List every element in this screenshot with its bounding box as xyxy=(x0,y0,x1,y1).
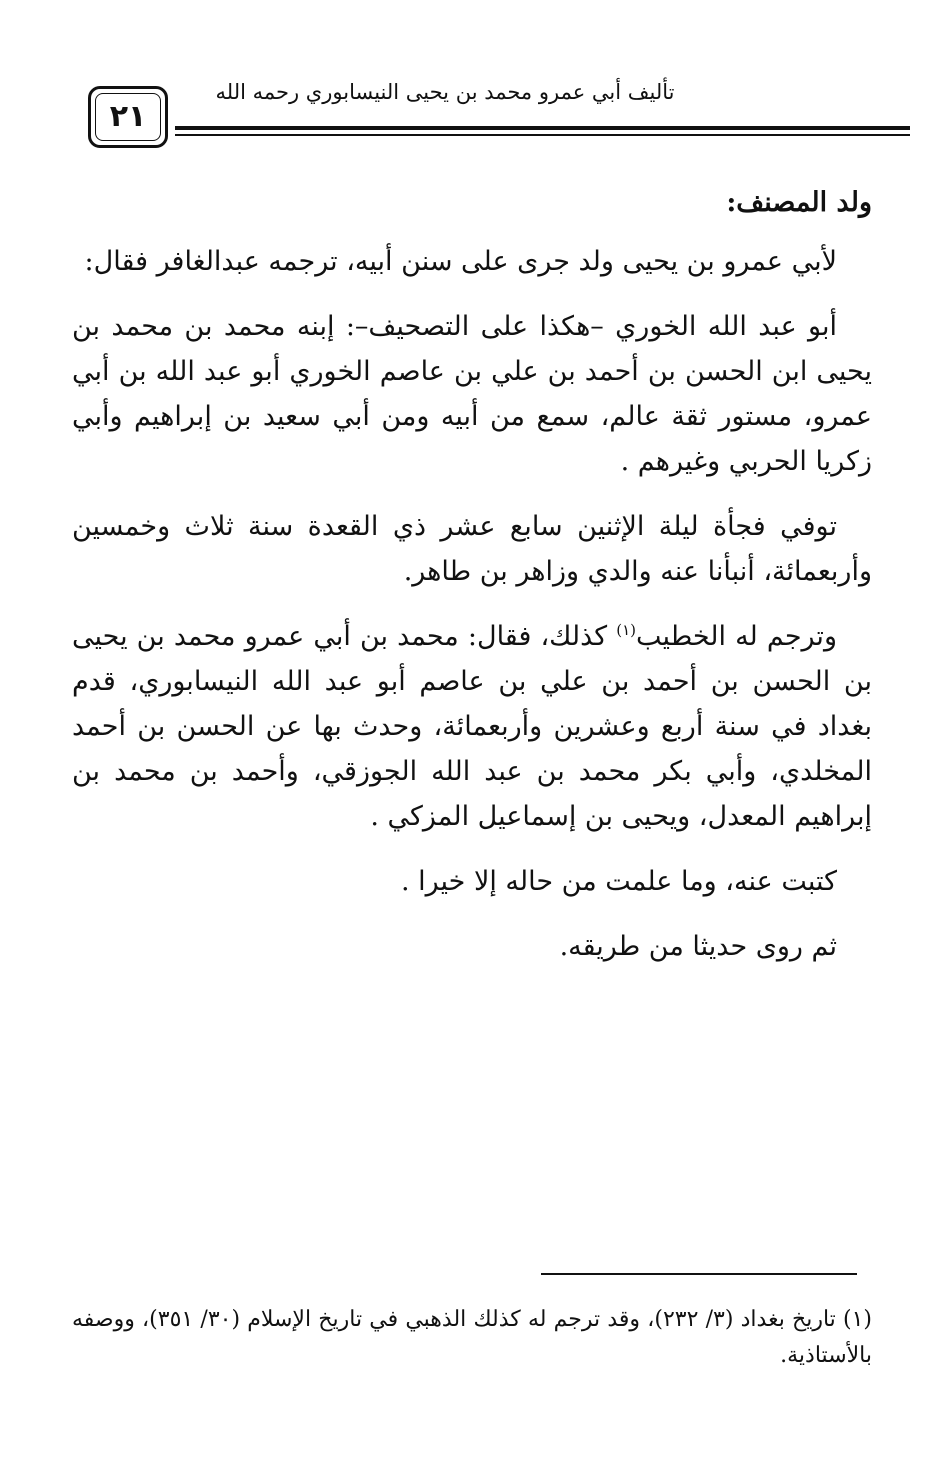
header-rule-thick xyxy=(175,126,910,130)
footnote-separator xyxy=(541,1273,857,1275)
page-number-frame xyxy=(88,86,168,148)
khatib-text-rest: كذلك، فقال: محمد بن أبي عمرو محمد بن يحيى بن الحسن بن أحمد بن علي بن عاصم أبو عبد الله النيسابوري، قدم بغداد في سنة أربع وعشرين وأربعمائة، وحدث بها عن الحسن بن أحمد المخلدي، وأبي بكر محمد بن عبد الله الجوزقي، وأحمد بن محمد بن إبراهيم المعدل، ويحيى بن إسماعيل المزكي . xyxy=(72,621,872,832)
header-rule-thin xyxy=(175,134,910,136)
khatib-text-start: وترجم له الخطيب xyxy=(636,621,837,652)
footnote-text: (١) تاريخ بغداد (٣/ ٢٣٢)، وقد ترجم له كذلك الذهبي في تاريخ الإسلام (٣٠/ ٣٥١)، ووصفه بالأستاذية. xyxy=(72,1307,873,1368)
paragraph-death: توفي فجأة ليلة الإثنين سابع عشر ذي القعدة سنة ثلاث وخمسين وأربعمائة، أنبأنا عنه والدي وزاهر بن طاهر. xyxy=(72,511,872,587)
paragraph-khatib xyxy=(72,614,872,839)
page-number: ٢١ xyxy=(109,99,147,134)
paragraph-closing-1: كتبت عنه، وما علمت من حاله إلا خيرا . xyxy=(400,866,837,897)
running-header-title: تأليف أبي عمرو محمد بن يحيى النيسابوري رحمه الله xyxy=(215,80,675,104)
paragraph-closing-2: ثم روى حديثا من طريقه. xyxy=(559,931,837,962)
paragraph-intro: لأبي عمرو بن يحيى ولد جرى على سنن أبيه، ترجمه عبدالغافر فقال: xyxy=(84,246,837,277)
section-heading: ولد المصنف: xyxy=(726,187,872,218)
paragraph-biography: أبو عبد الله الخوري –هكذا على التصحيف–: إبنه محمد بن محمد بن يحيى ابن الحسن بن أحمد بن علي بن عاصم الخوري أبو عبد الله بن أبي عمرو، مستور ثقة عالم، سمع من أبيه ومن أبي سعيد بن إبراهيم وأبي زكريا الحربي وغيرهم . xyxy=(72,311,872,477)
footnote xyxy=(72,1302,872,1374)
main-text xyxy=(72,180,872,989)
footnote-reference: (١) xyxy=(616,621,637,639)
